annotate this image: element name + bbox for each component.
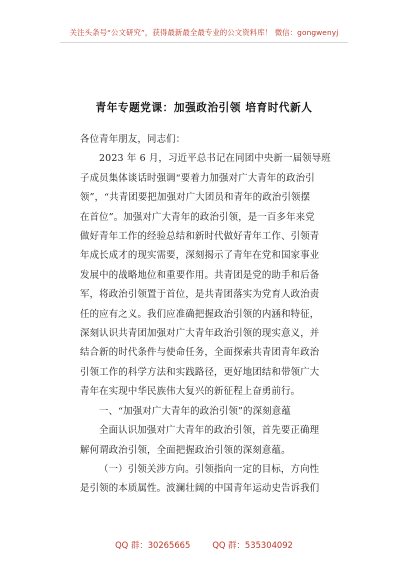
- paragraph-line: 在首位”。加强对广大青年的政治引领，是一百多年来党: [80, 211, 315, 223]
- paragraph-line: 全面认识加强对广大青年的政治引领，首先要正确理: [99, 425, 320, 437]
- paragraph-line: 军，将政治引领置于首位，是共青团落实为党育人政治责: [80, 289, 320, 301]
- document-title: 青年专题党课：加强政治引领 培育时代新人: [95, 102, 313, 114]
- paragraph-line: 子成员集体谈话时强调“要着力加强对广大青年的政治引: [80, 172, 315, 184]
- section-heading: 一、“加强对广大青年的政治引领”的深刻意蕴: [99, 405, 291, 417]
- paragraph-line: 年成长成才的现实需要，深刻揭示了青年在党和国家事业: [80, 250, 320, 262]
- paragraph-line: 是引领的本质属性。波澜壮阔的中国青年运动史告诉我们: [80, 483, 320, 495]
- paragraph-line: 发展中的战略地位和重要作用。共青团是党的助手和后备: [80, 269, 320, 281]
- paragraph-line: 领”，“共青团要把加强对广大团员和青年的政治引领摆: [80, 192, 311, 204]
- paragraph-line: 解何谓政治引领，全面把握政治引领的深刻意蕴。: [80, 444, 291, 456]
- qq-group-2: QQ 群：535304092: [212, 540, 293, 550]
- paragraph-line: 深刻认识共青团加强对广大青年政治引领的现实意义，并: [80, 328, 320, 340]
- contact-footer: [0, 539, 408, 551]
- promo-header-text: 关注头条号“公文研究”，获得最新最全最专业的公文资料库！ 微信：gongwenyj: [69, 28, 339, 37]
- qq-group-1: QQ 群：30265665: [115, 540, 191, 550]
- document-body: [80, 130, 348, 499]
- paragraph-line: 结合新的时代条件与使命任务，全面探索共青团青年政治: [80, 347, 320, 359]
- paragraph-line: 引领工作的科学方法和实践路径，更好地团结和带领广大: [80, 366, 320, 378]
- paragraph-line: 青年在实现中华民族伟大复兴的新征程上奋勇前行。: [80, 386, 301, 398]
- paragraph-line: 做好青年工作的经验总结和新时代做好青年工作、引领青: [80, 231, 320, 243]
- paragraph-line: 任的应有之义。我们应准确把握政治引领的内涵和特征，: [80, 308, 320, 320]
- header-divider: [60, 42, 348, 43]
- paragraph-line: 2023 年 6 月，习近平总书记在同团中央新一届领导班: [99, 153, 331, 165]
- salutation-line: 各位青年朋友，同志们：: [80, 134, 186, 145]
- subsection-line: （一）引领关涉方向。引领指向一定的目标，方向性: [99, 463, 320, 475]
